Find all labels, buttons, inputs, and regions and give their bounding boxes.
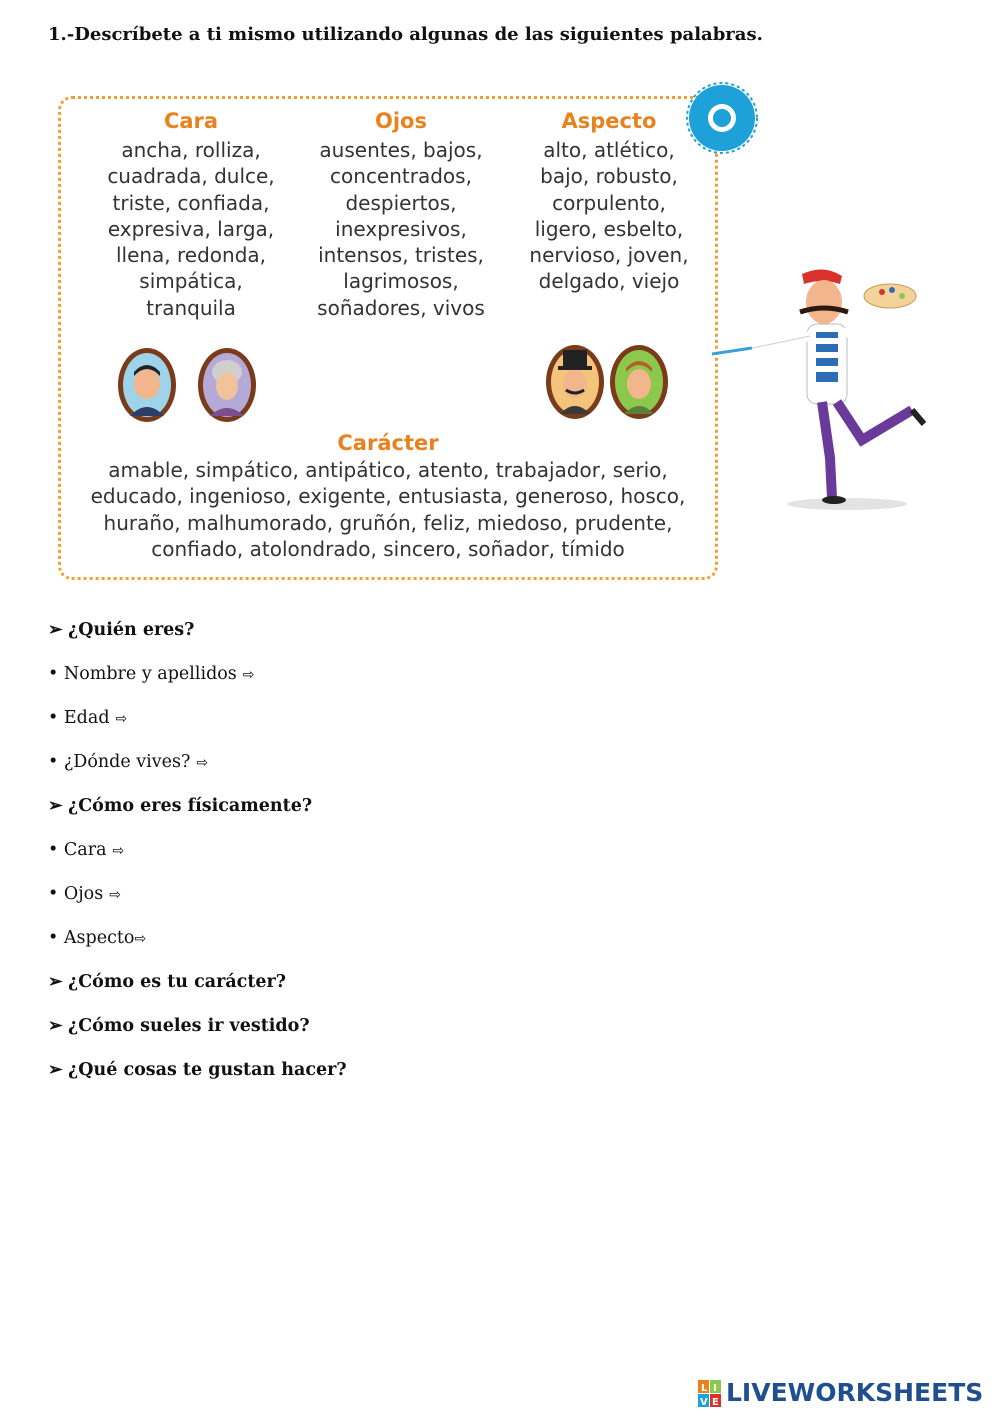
- bullet-dot-icon: •: [48, 752, 59, 772]
- question-vestido: [48, 1016, 310, 1036]
- caracter-heading: Carácter: [337, 431, 439, 455]
- caracter-section: [61, 431, 715, 562]
- hint-arrow-icon: ⇨: [109, 887, 121, 903]
- item-label: Aspecto: [63, 928, 135, 948]
- hint-arrow-icon: ⇨: [134, 931, 147, 947]
- column-cara: [91, 109, 291, 321]
- item-aspecto: [48, 928, 146, 948]
- item-nombre: [48, 664, 255, 684]
- word-line: ligero, esbelto,: [534, 216, 684, 241]
- question-quien-eres: [48, 620, 194, 640]
- word-line: delgado, viejo: [538, 269, 680, 294]
- bullet-dot-icon: •: [48, 664, 59, 684]
- question-caracter: [48, 972, 286, 992]
- item-edad: [48, 708, 127, 728]
- arrow-bullet-icon: ➢: [48, 796, 63, 816]
- item-ojos: [48, 884, 121, 904]
- aprende-palabras-badge-icon: [686, 82, 758, 154]
- word-line: lagrimosos,: [343, 269, 459, 294]
- logo-letter: I: [713, 1383, 717, 1394]
- question-text: ¿Qué cosas te gustan hacer?: [68, 1060, 347, 1080]
- word-line: amable, simpático, antipático, atento, trabajador, serio,: [108, 458, 668, 482]
- item-label: Nombre y apellidos: [63, 664, 237, 684]
- word-line: despiertos,: [345, 190, 457, 215]
- column-heading: Aspecto: [561, 109, 657, 133]
- vocabulary-box: [58, 96, 718, 580]
- word-line: intensos, tristes,: [318, 243, 484, 268]
- word-line: tranquila: [146, 295, 236, 320]
- portrait-man-icon: [116, 346, 178, 424]
- arrow-bullet-icon: ➢: [48, 972, 63, 992]
- liveworksheets-logo-icon: [698, 1380, 722, 1408]
- liveworksheets-logo[interactable]: [698, 1378, 994, 1408]
- column-ojos: [301, 109, 501, 321]
- liveworksheets-brand-text: LIVEWORKSHEETS: [726, 1378, 984, 1407]
- column-aspecto: [509, 109, 709, 295]
- word-line: cuadrada, dulce,: [107, 164, 275, 189]
- word-line: concentrados,: [330, 164, 472, 189]
- word-line: expresiva, larga,: [107, 216, 275, 241]
- logo-letter: L: [701, 1383, 708, 1394]
- word-line: corpulento,: [552, 190, 666, 215]
- item-label: ¿Dónde vives?: [63, 752, 191, 772]
- painter-illustration-icon: [712, 262, 942, 512]
- hint-arrow-icon: ⇨: [242, 667, 255, 683]
- word-line: nervioso, joven,: [529, 243, 689, 268]
- portrait-woman-icon: [196, 346, 258, 424]
- question-gustan-hacer: [48, 1060, 347, 1080]
- exercise-title: 1.-Descríbete a ti mismo utilizando algunas de las siguientes palabras.: [48, 24, 763, 45]
- item-label: Edad: [63, 708, 110, 728]
- hint-arrow-icon: ⇨: [112, 843, 125, 859]
- word-line: alto, atlético,: [543, 138, 675, 162]
- item-cara: [48, 840, 124, 860]
- bullet-dot-icon: •: [48, 708, 59, 728]
- column-heading: Cara: [163, 109, 219, 133]
- bullet-dot-icon: •: [48, 928, 59, 948]
- column-heading: Ojos: [375, 109, 427, 133]
- item-label: Ojos: [63, 884, 104, 904]
- arrow-bullet-icon: ➢: [48, 1016, 63, 1036]
- question-text: ¿Quién eres?: [68, 620, 195, 640]
- word-line: bajo, robusto,: [540, 164, 678, 189]
- word-line: confiado, atolondrado, sincero, soñador, tímido: [151, 536, 625, 561]
- word-line: llena, redonda,: [115, 243, 267, 268]
- portrait-young-man-icon: [608, 340, 670, 420]
- logo-letter: E: [712, 1397, 719, 1408]
- question-text: ¿Cómo es tu carácter?: [68, 972, 287, 992]
- word-line: soñadores, vivos: [317, 295, 485, 320]
- word-line: ancha, rolliza,: [121, 138, 261, 162]
- word-line: inexpresivos,: [335, 216, 467, 241]
- portrait-top-hat-man-icon: [544, 340, 606, 420]
- bullet-dot-icon: •: [48, 840, 59, 860]
- question-fisicamente: [48, 796, 312, 816]
- question-text: ¿Cómo eres físicamente?: [68, 796, 313, 816]
- item-donde-vives: [48, 752, 208, 772]
- bullet-dot-icon: •: [48, 884, 59, 904]
- word-line: triste, confiada,: [112, 190, 270, 215]
- word-line: huraño, malhumorado, gruñón, feliz, miedoso, prudente,: [103, 510, 673, 535]
- word-line: ausentes, bajos,: [319, 138, 483, 162]
- hint-arrow-icon: ⇨: [115, 711, 128, 727]
- arrow-bullet-icon: ➢: [48, 620, 63, 640]
- hint-arrow-icon: ⇨: [196, 755, 209, 771]
- question-text: ¿Cómo sueles ir vestido?: [68, 1016, 310, 1036]
- word-line: simpática,: [139, 269, 243, 294]
- word-line: educado, ingenioso, exigente, entusiasta, generoso, hosco,: [90, 484, 686, 509]
- item-label: Cara: [63, 840, 107, 860]
- logo-letter: V: [700, 1397, 708, 1408]
- arrow-bullet-icon: ➢: [48, 1060, 63, 1080]
